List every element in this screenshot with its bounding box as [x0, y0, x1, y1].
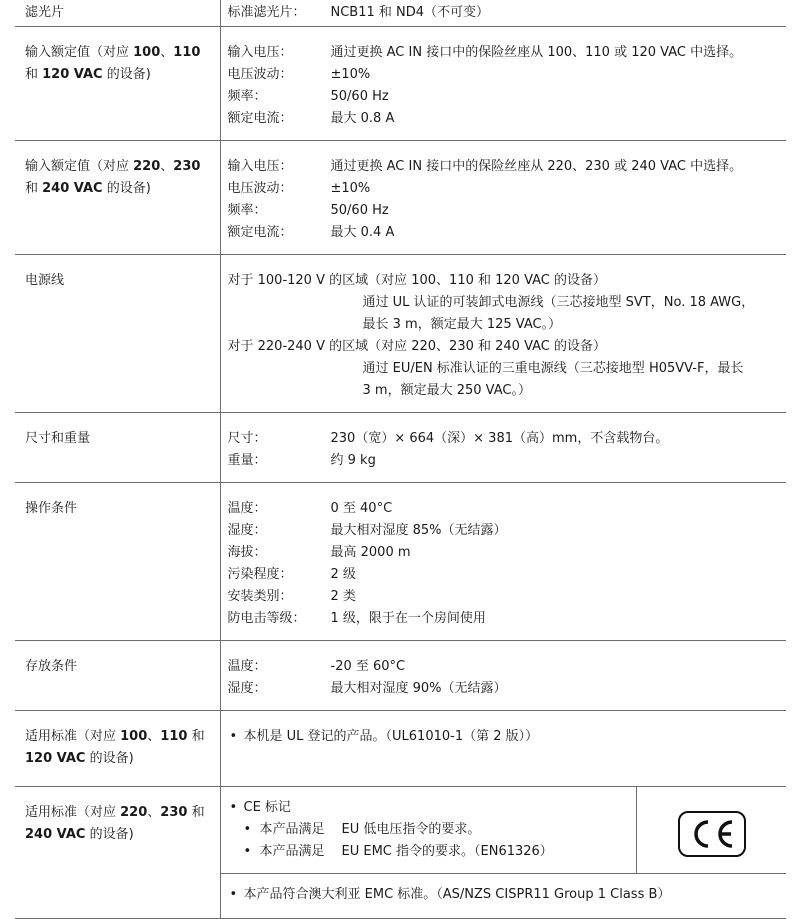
label-power-cord: 电源线: [15, 255, 220, 413]
filter-key: 标准滤光片：: [227, 5, 306, 20]
ce-list: [221, 787, 638, 874]
filter-value: NCB11 和 ND4（不可变）: [330, 5, 490, 20]
content-standard-100: [220, 711, 786, 787]
power-cord-line: 3 m，额定最大 250 VAC。）: [362, 383, 531, 398]
content-standard-220: [220, 787, 786, 919]
kv-row: 频率： 50/60 Hz: [227, 89, 389, 104]
label-standard-220: 适用标准（对应 220、230 和 240 VAC 的设备): [15, 787, 220, 919]
ce-mark-glyph: [686, 818, 738, 850]
content-input-220: [220, 141, 786, 255]
row-operating: [15, 483, 786, 641]
power-cord-line: 通过 UL 认证的可装卸式电源线（三芯接地型 SVT，No. 18 AWG，: [362, 295, 755, 310]
kv-row: 频率： 50/60 Hz: [227, 203, 389, 218]
power-cord-line: 最长 3 m，额定最大 125 VAC。）: [362, 317, 562, 332]
kv-row: 重量： 约 9 kg: [227, 453, 376, 468]
label-operating: 操作条件: [15, 483, 220, 641]
ce-logo-cell: [637, 787, 786, 874]
row-input-220: [15, 141, 786, 255]
power-cord-line: 通过 EU/EN 标准认证的三重电源线（三芯接地型 H05VV-F，最长: [362, 361, 744, 376]
kv-row: 输入电压： 通过更换 AC IN 接口中的保险丝座从 220、230 或 240 VAC 中选择。: [227, 159, 743, 174]
kv-row: 额定电流： 最大 0.4 A: [227, 225, 395, 240]
kv-row: 额定电流： 最大 0.8 A: [227, 111, 395, 126]
row-dimensions: [15, 413, 786, 483]
australia-standard: [221, 874, 787, 918]
kv-row: 湿度： 最大相对湿度 90%（无结露）: [227, 681, 507, 696]
row-standard-220: [15, 787, 786, 919]
ce-mark-icon: [678, 811, 746, 857]
content-input-100: [220, 27, 786, 141]
list-item: • CE 标记: [228, 797, 637, 819]
kv-row: 海拔： 最高 2000 m: [227, 545, 411, 560]
list-item: • 本产品符合澳大利亚 EMC 标准。（AS/NZS CISPR11 Group 1 Class B）: [228, 884, 787, 906]
kv-row: 湿度： 最大相对湿度 85%（无结露）: [227, 523, 507, 538]
content-power-cord: [220, 255, 786, 413]
label-standard-100: 适用标准（对应 100、110 和 120 VAC 的设备): [15, 711, 220, 787]
row-filter: [15, 0, 786, 27]
content-dimensions: [220, 413, 786, 483]
kv-row: 温度： -20 至 60°C: [227, 659, 406, 674]
kv-row: 电压波动： ±10%: [227, 67, 371, 82]
kv-row: 输入电压： 通过更换 AC IN 接口中的保险丝座从 100、110 或 120 VAC 中选择。: [227, 45, 743, 60]
ce-section: [221, 787, 787, 874]
power-cord-line: 对于 220-240 V 的区域（对应 220、230 和 240 VAC 的设备）: [227, 339, 607, 354]
row-storage: [15, 641, 786, 711]
label-filter: 滤光片: [15, 0, 220, 27]
label-storage: 存放条件: [15, 641, 220, 711]
power-cord-line: 对于 100-120 V 的区域（对应 100、110 和 120 VAC 的设备）: [227, 273, 607, 288]
kv-row: 污染程度： 2 级: [227, 567, 356, 582]
label-input-100: 输入额定值（对应 100、110 和 120 VAC 的设备): [15, 27, 220, 141]
list-item: • 本产品满足 EU 低电压指令的要求。: [228, 819, 637, 841]
list-item: • 本机是 UL 登记的产品。（UL61010-1（第 2 版））: [228, 726, 787, 748]
spec-table: [15, 0, 786, 919]
row-input-100: [15, 27, 786, 141]
label-input-220: 输入额定值（对应 220、230 和 240 VAC 的设备): [15, 141, 220, 255]
content-storage: [220, 641, 786, 711]
row-standard-100: [15, 711, 786, 787]
row-power-cord: [15, 255, 786, 413]
content-filter: [220, 0, 786, 27]
kv-row: 安装类别： 2 类: [227, 589, 356, 604]
kv-row: 电压波动： ±10%: [227, 181, 371, 196]
kv-row: 温度： 0 至 40°C: [227, 501, 393, 516]
content-operating: [220, 483, 786, 641]
kv-row: 尺寸： 230（宽）× 664（深）× 381（高）mm，不含载物台。: [227, 431, 669, 446]
label-dimensions: 尺寸和重量: [15, 413, 220, 483]
kv-row: 防电击等级： 1 级，限于在一个房间使用: [227, 611, 486, 626]
list-item: • 本产品满足 EU EMC 指令的要求。（EN61326）: [228, 841, 637, 863]
